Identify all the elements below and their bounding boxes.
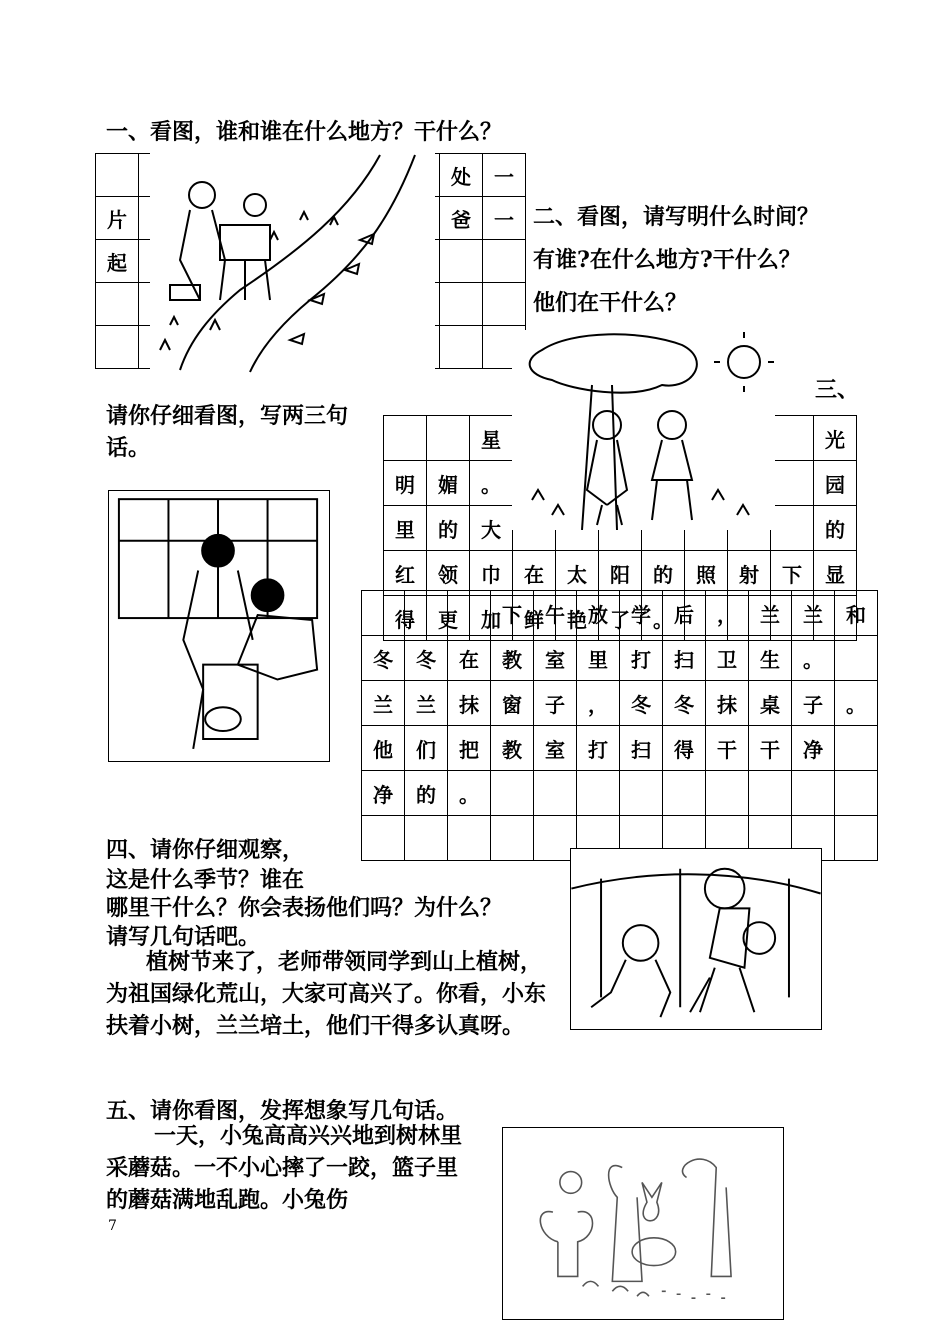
grid-cell xyxy=(362,591,405,636)
section4-answer: 植树节来了，老师带领同学到山上植树，为祖国绿化荒山，大家可高兴了。你看，小东扶着小树，兰兰培土，他们干得多认真呀。 xyxy=(106,949,547,1039)
grid-cell: 起 xyxy=(96,240,139,283)
grid-cell: 子 xyxy=(534,681,577,726)
grid-cell: 室 xyxy=(534,726,577,771)
grid-cell: ， xyxy=(706,591,749,636)
grid-row xyxy=(362,771,878,816)
grid-row xyxy=(362,636,878,681)
grid-cell: 在 xyxy=(448,636,491,681)
section5-title: 五、请你看图，发挥想象写几句话。 xyxy=(106,1098,459,1124)
grid-cell: 。 xyxy=(642,596,685,641)
grid-cell: 抹 xyxy=(706,681,749,726)
grid-cell xyxy=(663,771,706,816)
grid-cell: 净 xyxy=(362,771,405,816)
section1-prompt: 请你仔细看图，写两三句话。 xyxy=(106,403,349,461)
grid-cell: 得 xyxy=(384,596,427,641)
grid-cell xyxy=(483,283,526,326)
grid-cell xyxy=(96,154,139,197)
grid-cell: 得 xyxy=(663,726,706,771)
grid-cell: 干 xyxy=(749,726,792,771)
grid-cell: 卫 xyxy=(706,636,749,681)
grid-cell xyxy=(448,816,491,861)
grid-cell xyxy=(440,283,483,326)
grid-cell: 扫 xyxy=(620,726,663,771)
section4-line2: 这是什么季节？谁在 xyxy=(106,867,305,893)
grid-cell xyxy=(835,816,878,861)
grid-row xyxy=(384,551,857,596)
grid-cell: 。 xyxy=(792,636,835,681)
grid-cell: 更 xyxy=(427,596,470,641)
grid-cell: 子 xyxy=(792,681,835,726)
grid-cell: 射 xyxy=(728,551,771,596)
grid-cell: 扫 xyxy=(663,636,706,681)
grid-cell xyxy=(835,636,878,681)
grid-cell: 学 xyxy=(620,591,663,636)
grid-cell: 后 xyxy=(663,591,706,636)
grid-cell: 爸 xyxy=(440,197,483,240)
grid-cell: 。 xyxy=(448,771,491,816)
section3-label: 三、 xyxy=(815,377,860,403)
grid-cell: 放 xyxy=(577,591,620,636)
grid-cell: 里 xyxy=(577,636,620,681)
section2-line3: 他们在干什么？ xyxy=(533,290,688,316)
grid-cell xyxy=(448,591,491,636)
grid-cell: 阳 xyxy=(599,551,642,596)
grid-cell: 冬 xyxy=(663,681,706,726)
grid-cell xyxy=(440,240,483,283)
grid-cell: 的 xyxy=(642,551,685,596)
section4-line4: 请写几句话吧。 xyxy=(106,924,261,950)
section2-line2: 有谁?在什么地方?干什么？ xyxy=(533,247,801,273)
grid-cell: 室 xyxy=(534,636,577,681)
grid-cell: 了 xyxy=(599,596,642,641)
grid-row xyxy=(362,726,878,771)
grid-cell: 们 xyxy=(405,726,448,771)
grid-cell: ， xyxy=(577,681,620,726)
grid-cell xyxy=(427,416,470,461)
grid-cell: 里 xyxy=(384,506,427,551)
grid-cell: 领 xyxy=(427,551,470,596)
grid-cell: 。 xyxy=(470,461,513,506)
grid-cell: 照 xyxy=(685,551,728,596)
grid-cell: 一 xyxy=(483,197,526,240)
grid-cell: 的 xyxy=(427,506,470,551)
section4-line3: 哪里干什么？你会表扬他们吗？为什么？ xyxy=(106,895,503,921)
grid-cell: 冬 xyxy=(405,636,448,681)
grid-cell xyxy=(483,240,526,283)
grid-cell: 生 xyxy=(749,636,792,681)
grid-cell: 兰 xyxy=(405,681,448,726)
grid-cell: 红 xyxy=(384,551,427,596)
section5-answer: 一天，小兔高高兴兴地到树林里采蘑菇。一不小心摔了一跤，篮子里的蘑菇满地乱跑。小兔伤 xyxy=(106,1123,463,1213)
grid-cell xyxy=(491,771,534,816)
grid-cell xyxy=(835,726,878,771)
grid-cell xyxy=(771,506,814,551)
grid-cell: 窗 xyxy=(491,681,534,726)
grid-cell: 片 xyxy=(96,197,139,240)
grid-cell xyxy=(384,416,427,461)
illustration-children-under-tree xyxy=(512,330,775,530)
grid-cell: 鲜 xyxy=(513,596,556,641)
page-number: 7 xyxy=(108,1218,117,1234)
grid-cell: 下 xyxy=(771,551,814,596)
grid-cell xyxy=(749,771,792,816)
grid-cell: 处 xyxy=(440,154,483,197)
grid-cell: 净 xyxy=(792,726,835,771)
grid-cell xyxy=(771,461,814,506)
grid-cell xyxy=(96,326,139,369)
grid-cell: 一 xyxy=(483,154,526,197)
grid-cell xyxy=(534,771,577,816)
illustration-rabbit-mushrooms xyxy=(502,1127,784,1320)
grid-cell: 的 xyxy=(405,771,448,816)
grid-row xyxy=(362,681,878,726)
grid-cell: 下 xyxy=(491,591,534,636)
writing-grid-3 xyxy=(361,590,878,861)
grid-cell: 他 xyxy=(362,726,405,771)
grid-cell: 兰 xyxy=(792,591,835,636)
grid-cell: 巾 xyxy=(470,551,513,596)
grid-cell: 兰 xyxy=(362,681,405,726)
grid-cell: 在 xyxy=(513,551,556,596)
section2-line1: 二、看图，请写明什么时间？ xyxy=(533,204,820,230)
grid-cell xyxy=(577,771,620,816)
grid-cell: 打 xyxy=(620,636,663,681)
section4-line1: 四、请你仔细观察， xyxy=(106,837,305,863)
grid-cell: 打 xyxy=(577,726,620,771)
grid-cell xyxy=(405,816,448,861)
grid-cell: 。 xyxy=(835,681,878,726)
grid-cell: 加 xyxy=(470,596,513,641)
grid-cell: 和 xyxy=(835,591,878,636)
grid-cell: 园 xyxy=(814,461,857,506)
grid-cell: 桌 xyxy=(749,681,792,726)
grid-cell xyxy=(440,326,483,369)
grid-cell: 抹 xyxy=(448,681,491,726)
grid-cell: 太 xyxy=(556,551,599,596)
illustration-tree-planting xyxy=(570,848,822,1030)
grid-cell: 冬 xyxy=(362,636,405,681)
grid-cell xyxy=(96,283,139,326)
grid-cell: 显 xyxy=(814,551,857,596)
grid-cell: 媚 xyxy=(427,461,470,506)
grid-cell: 光 xyxy=(814,416,857,461)
grid-cell: 艳 xyxy=(556,596,599,641)
grid-cell xyxy=(491,816,534,861)
grid-cell xyxy=(362,816,405,861)
illustration-classroom-cleaning xyxy=(108,490,330,762)
grid-cell xyxy=(706,771,749,816)
grid-cell xyxy=(405,591,448,636)
grid-cell: 明 xyxy=(384,461,427,506)
section1-title: 一、看图，谁和谁在什么地方？干什么？ xyxy=(106,119,503,145)
illustration-drawing-by-river xyxy=(150,150,435,375)
grid-cell: 教 xyxy=(491,726,534,771)
grid-cell: 教 xyxy=(491,636,534,681)
grid-cell: 把 xyxy=(448,726,491,771)
grid-cell: 午 xyxy=(534,591,577,636)
grid-cell: 星 xyxy=(470,416,513,461)
grid-cell: 大 xyxy=(470,506,513,551)
grid-cell xyxy=(620,771,663,816)
grid-cell xyxy=(835,771,878,816)
grid-row xyxy=(362,591,878,636)
grid-cell: 冬 xyxy=(620,681,663,726)
grid-cell xyxy=(771,416,814,461)
grid-cell: 的 xyxy=(814,506,857,551)
grid-cell: 兰 xyxy=(749,591,792,636)
grid-cell xyxy=(792,771,835,816)
grid-cell: 干 xyxy=(706,726,749,771)
